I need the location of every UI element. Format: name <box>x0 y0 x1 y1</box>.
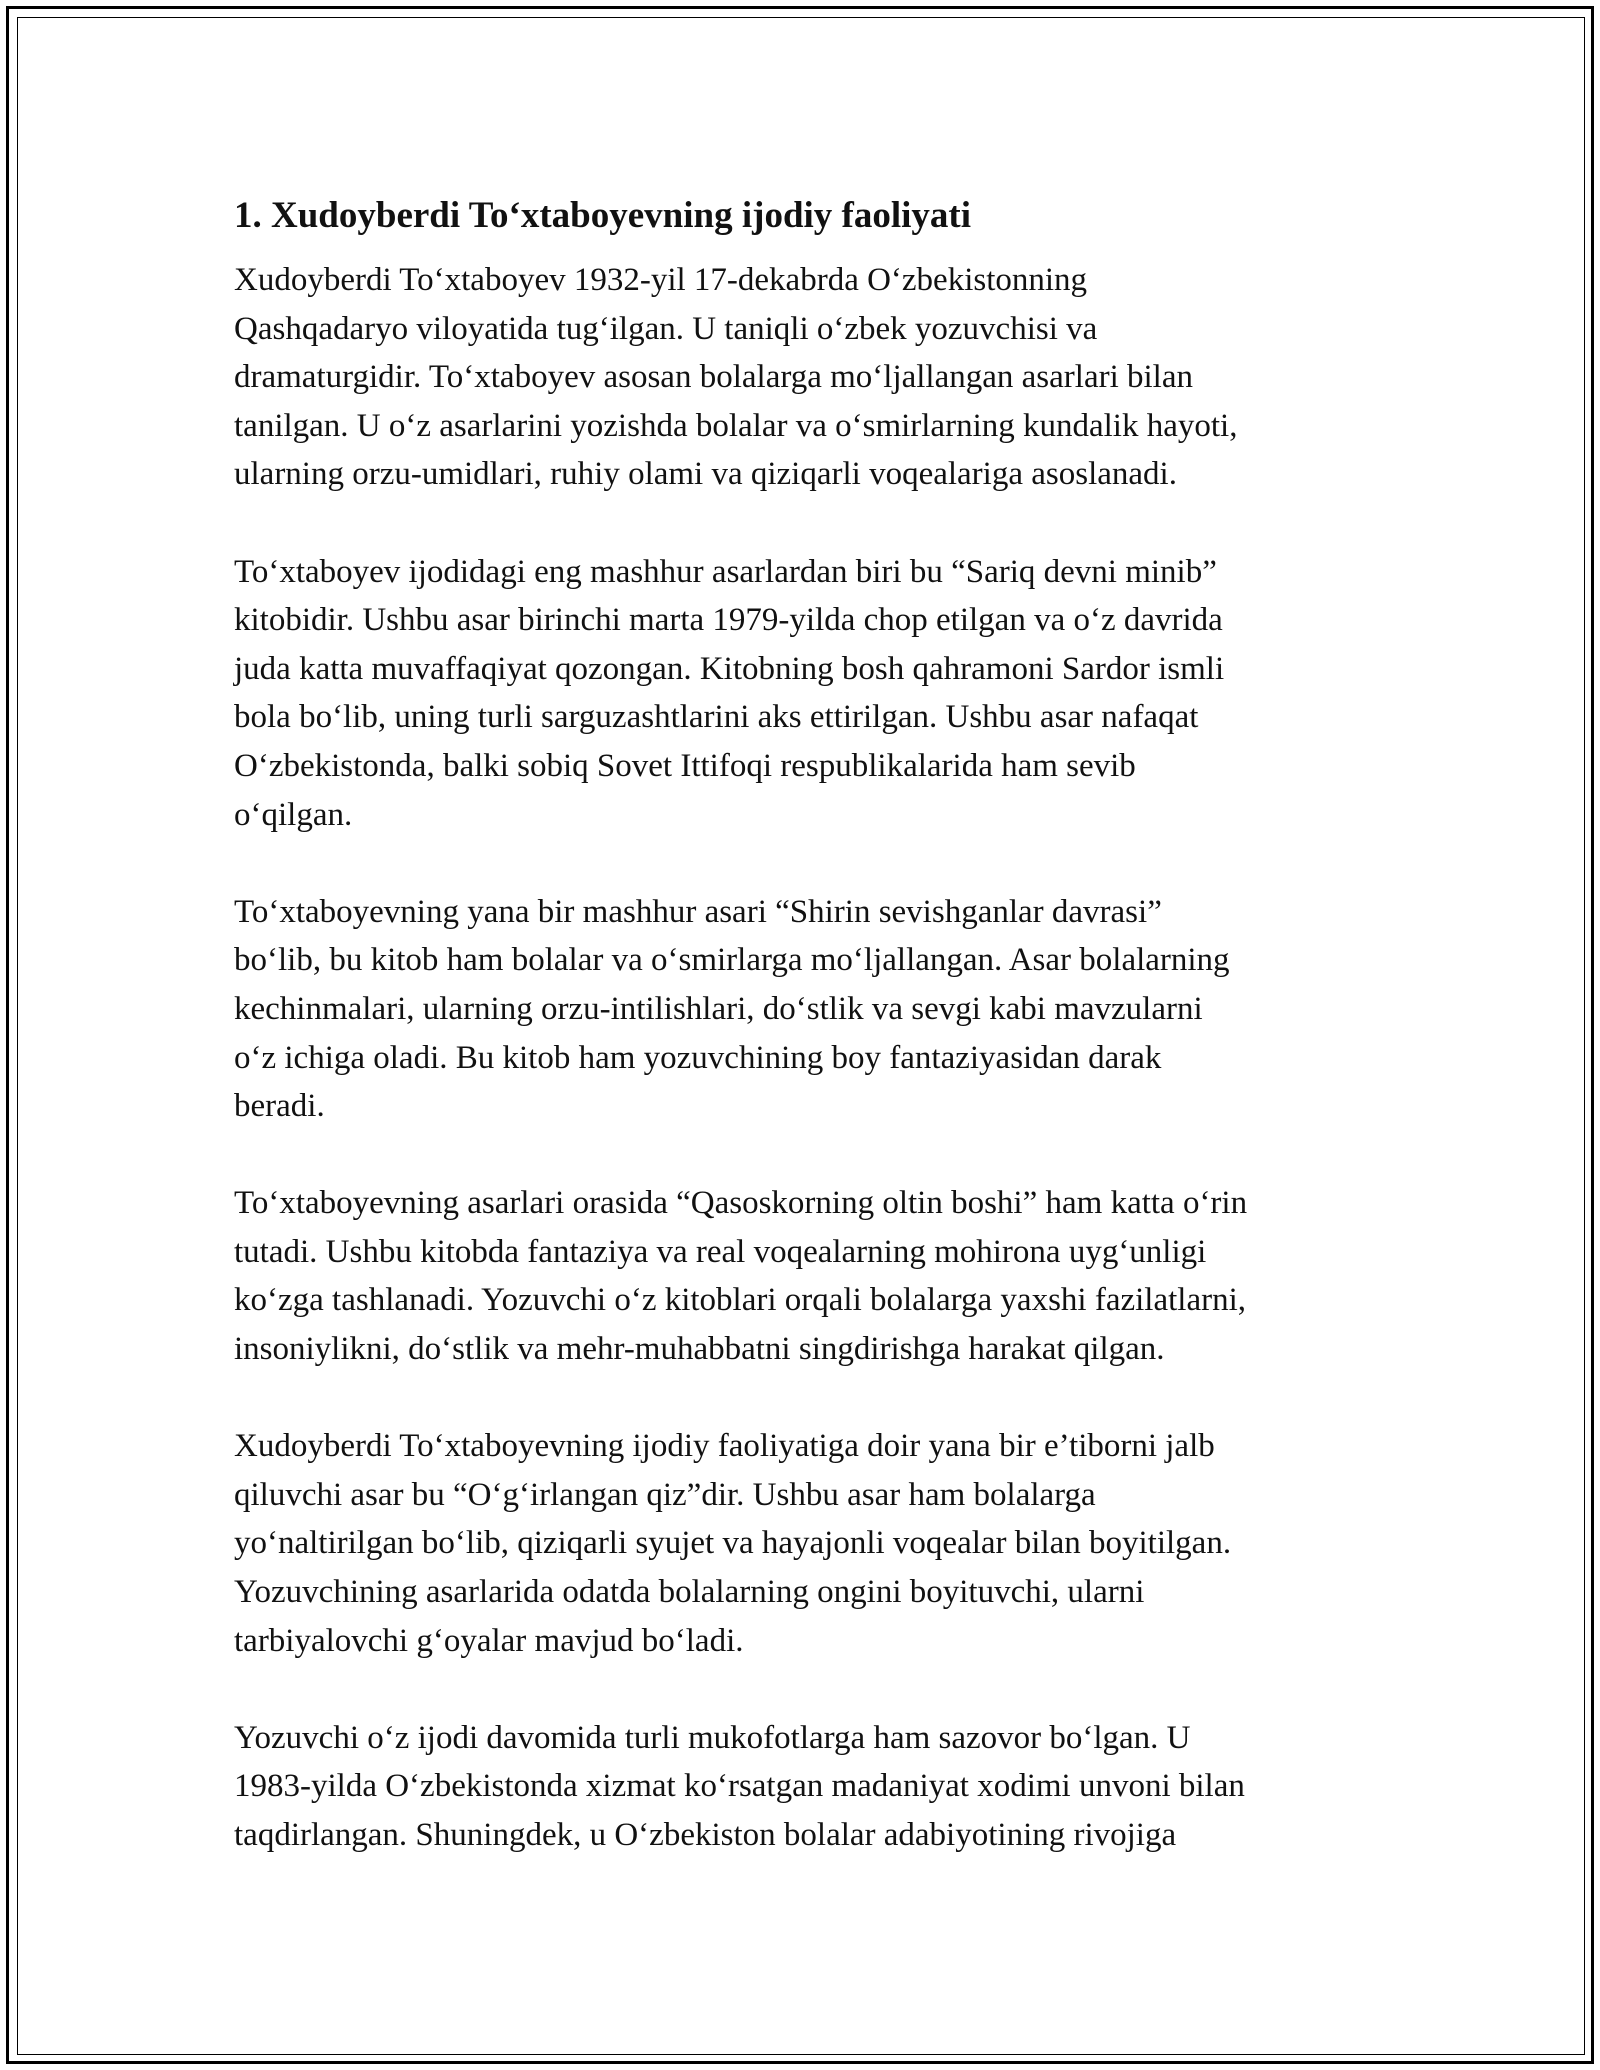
text-line: tutadi. Ushbu kitobda fantaziya va real voqealarning mohirona uyg‘unligi <box>234 1233 1207 1270</box>
text-line: Xudoyberdi To‘xtaboyev 1932-yil 17-dekabrda O‘zbekistonning <box>234 262 1088 298</box>
text-line: insoniylikni, do‘stlik va mehr-muhabbatni singdirishga harakat qilgan. <box>234 1331 1165 1368</box>
text-line: Yozuvchining asarlarida odatda bolalarning ongini boyituvchi, ularni <box>234 1574 1145 1611</box>
text-line: Qashqadaryo viloyatida tug‘ilgan. U taniqli o‘zbek yozuvchisi va <box>234 310 1098 347</box>
text-line: To‘xtaboyev ijodidagi eng mashhur asarlardan biri bu “Sariq devni minib” <box>234 553 1217 590</box>
document-body <box>234 188 1384 1908</box>
text-line: Yozuvchi o‘z ijodi davomida turli mukofotlarga ham sazovor bo‘lgan. U <box>234 1719 1191 1756</box>
text-line: kitobidir. Ushbu asar birinchi marta 1979-yilda chop etilgan va o‘z davrida <box>234 602 1223 639</box>
paragraph-3 <box>234 888 1384 1131</box>
paragraph-6 <box>234 1714 1384 1860</box>
text-line: kechinmalari, ularning orzu-intilishlari, do‘stlik va sevgi kabi mavzularni <box>234 990 1203 1027</box>
paragraph-1 <box>234 256 1384 499</box>
text-line: tanilgan. U o‘z asarlarini yozishda bolalar va o‘smirlarning kundalik hayoti, <box>234 407 1238 444</box>
paragraph-2 <box>234 548 1384 840</box>
text-line: bola bo‘lib, uning turli sarguzashtlarini aks ettirilgan. Ushbu asar nafaqat <box>234 699 1199 736</box>
paragraph-5 <box>234 1422 1384 1665</box>
text-line: taqdirlangan. Shuningdek, u O‘zbekiston bolalar adabiyotining rivojiga <box>234 1817 1177 1853</box>
text-line: bo‘lib, bu kitob ham bolalar va o‘smirlarga mo‘ljallangan. Asar bolalarning <box>234 942 1230 979</box>
text-line: O‘zbekistonda, balki sobiq Sovet Ittifoqi respublikalarida ham sevib <box>234 747 1136 784</box>
text-line: To‘xtaboyevning yana bir mashhur asari “Shirin sevishganlar davrasi” <box>234 893 1162 930</box>
text-line: beradi. <box>234 1088 325 1125</box>
section-heading: 1. Xudoyberdi To‘xtaboyevning ijodiy faoliyati <box>234 195 972 236</box>
text-line: juda katta muvaffaqiyat qozongan. Kitobning bosh qahramoni Sardor ismli <box>234 650 1225 687</box>
text-line: yo‘naltirilgan bo‘lib, qiziqarli syujet va hayajonli voqealar bilan boyitilgan. <box>234 1525 1232 1562</box>
text-line: tarbiyalovchi g‘oyalar mavjud bo‘ladi. <box>234 1622 744 1659</box>
text-line: ularning orzu-umidlari, ruhiy olami va qiziqarli voqealariga asoslanadi. <box>234 456 1177 493</box>
text-line: Xudoyberdi To‘xtaboyevning ijodiy faoliyatiga doir yana bir e’tiborni jalb <box>234 1428 1215 1465</box>
text-line: o‘z ichiga oladi. Bu kitob ham yozuvchining boy fantaziyasidan darak <box>234 1039 1162 1076</box>
text-line: o‘qilgan. <box>234 796 353 833</box>
text-line: dramaturgidir. To‘xtaboyev asosan bolalarga mo‘ljallangan asarlari bilan <box>234 359 1193 396</box>
text-line: ko‘zga tashlanadi. Yozuvchi o‘z kitoblari orqali bolalarga yaxshi fazilatlarni, <box>234 1282 1246 1319</box>
text-line: 1983-yilda O‘zbekistonda xizmat ko‘rsatgan madaniyat xodimi unvoni bilan <box>234 1768 1245 1805</box>
paragraph-4 <box>234 1179 1384 1373</box>
text-line: qiluvchi asar bu “O‘g‘irlangan qiz”dir. Ushbu asar ham bolalarga <box>234 1476 1096 1513</box>
text-line: To‘xtaboyevning asarlari orasida “Qasoskorning oltin boshi” ham katta o‘rin <box>234 1185 1248 1222</box>
